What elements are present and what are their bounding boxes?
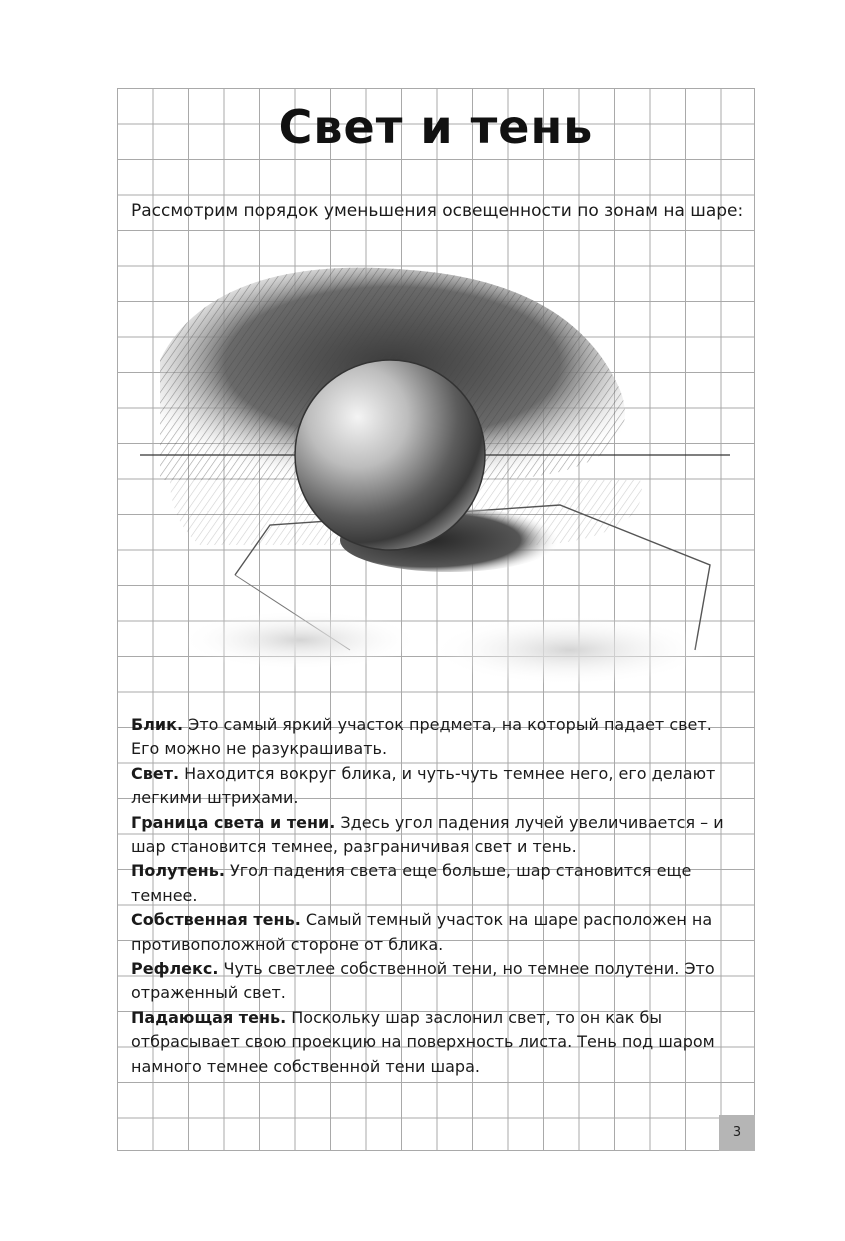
text-highlight: Это самый яркий участок предмета, на который падает свет. Его можно не разукрашивать. xyxy=(131,715,712,759)
pencil-sphere-drawing xyxy=(120,240,750,695)
term-core-shadow: Собственная тень. xyxy=(131,910,301,930)
text-terminator: Здесь угол падения лучей увеличивается – и шар становится темнее, разграничивая свет и тень. xyxy=(131,812,724,857)
term-light: Свет. xyxy=(131,763,180,783)
page-title: Свет и тень xyxy=(278,100,594,154)
term-reflected-light: Рефлекс. xyxy=(131,959,219,979)
zones-description xyxy=(131,713,743,1079)
section-core-shadow xyxy=(131,908,743,957)
section-light xyxy=(131,762,743,811)
term-terminator: Граница света и тени. xyxy=(131,812,336,832)
section-halftone xyxy=(131,859,743,908)
section-terminator xyxy=(131,811,743,860)
section-reflected-light xyxy=(131,957,743,1006)
text-halftone: Угол падения света еще больше, шар становится еще темнее. xyxy=(131,861,692,905)
term-cast-shadow: Падающая тень. xyxy=(131,1007,287,1027)
text-light: Находится вокруг блика, и чуть-чуть темнее него, его делают легкими штрихами. xyxy=(131,763,716,808)
intro-text: Рассмотрим порядок уменьшения освещенности по зонам на шаре: xyxy=(131,201,744,221)
text-reflected-light: Чуть светлее собственной тени, но темнее полутени. Это отраженный свет. xyxy=(131,959,715,1003)
term-halftone: Полутень. xyxy=(131,861,225,881)
section-highlight xyxy=(131,713,743,762)
text-cast-shadow: Поскольку шар заслонил свет, то он как бы отбрасывает свою проекцию на поверхность листа. Тень под шаром намного темнее собственной тени шара. xyxy=(131,1007,715,1076)
term-highlight: Блик. xyxy=(131,715,184,734)
text-core-shadow: Самый темный участок на шаре расположен на противоположной стороне от блика. xyxy=(131,910,713,954)
page-number: 3 xyxy=(719,1115,755,1151)
section-cast-shadow xyxy=(131,1006,743,1079)
